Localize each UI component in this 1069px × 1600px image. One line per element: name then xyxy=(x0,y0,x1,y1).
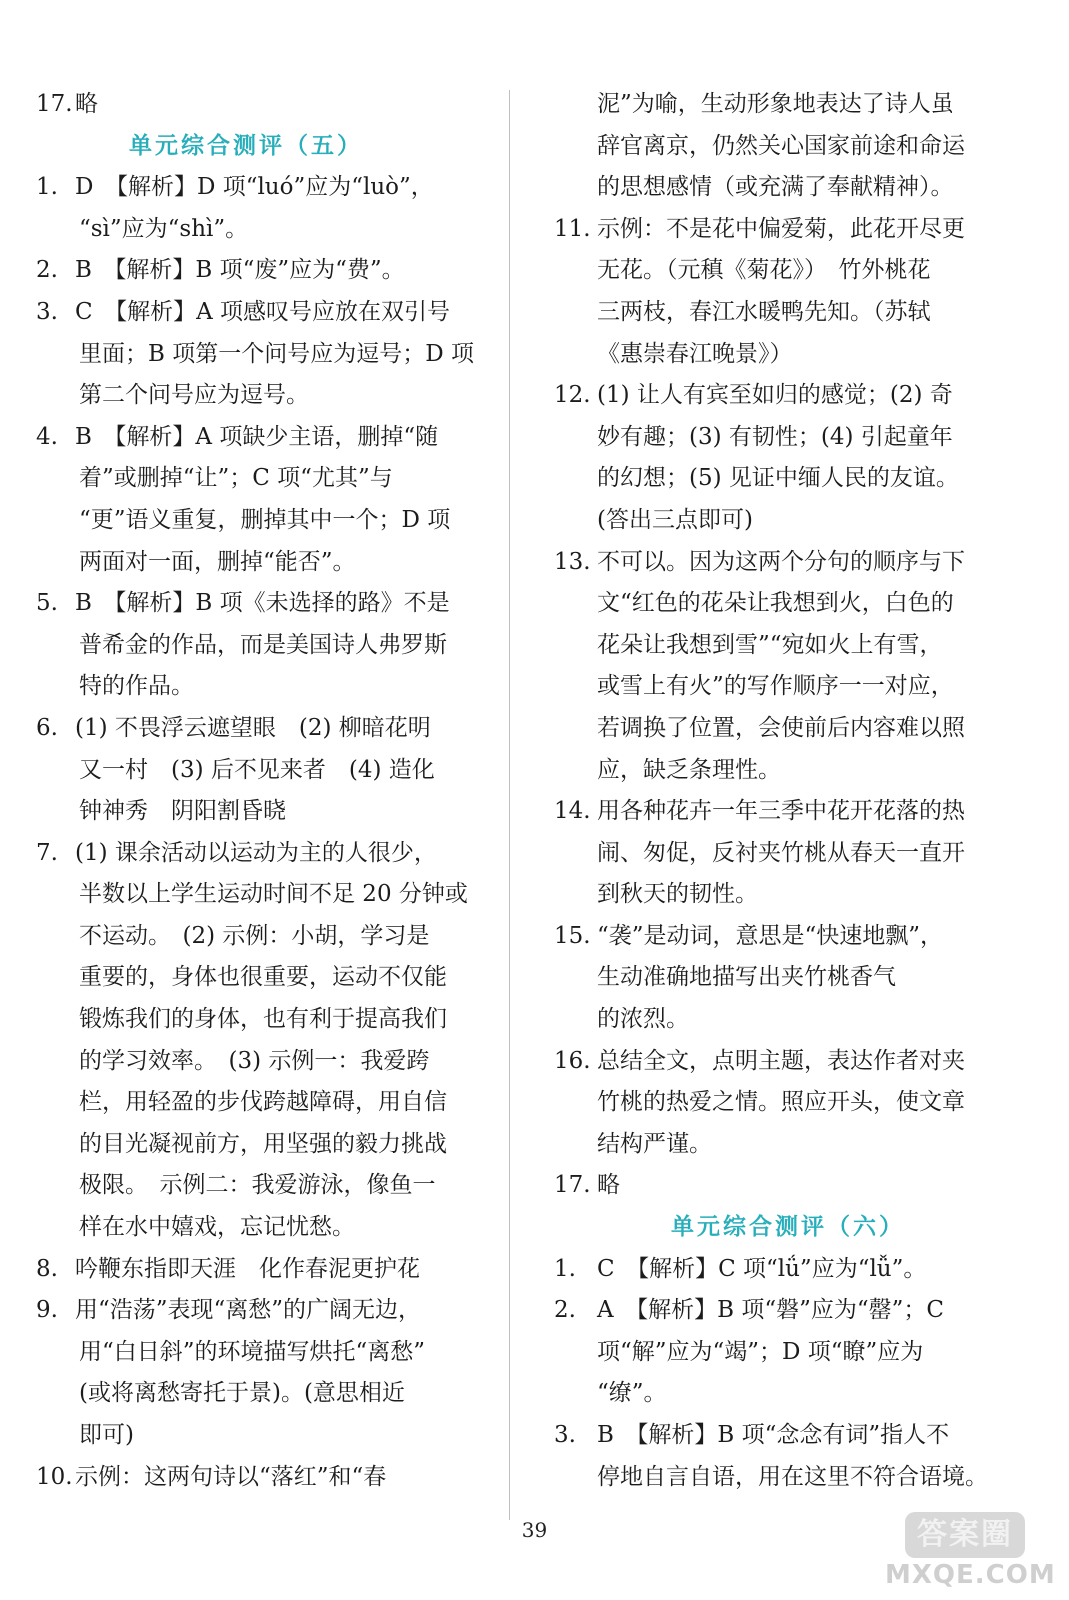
answer-number: 6. xyxy=(36,714,58,741)
answer-number: 17. xyxy=(36,91,73,117)
watermark-badge: 答案圈 xyxy=(905,1512,1025,1558)
answer-number: 15. xyxy=(554,922,591,949)
answer-item xyxy=(36,167,476,209)
answer-continuation: 结构严谨。 xyxy=(597,1130,712,1157)
answer-number: 8. xyxy=(36,1255,58,1282)
answer-continuation: 特的作品。 xyxy=(79,673,194,700)
answer-continuation: 辞官离京，仍然关心国家前途和命运 xyxy=(597,132,965,159)
answer-continuation: 停地自言自语，用在这里不符合语境。 xyxy=(597,1463,988,1490)
page-number: 39 xyxy=(521,1518,548,1542)
answer-number: 1. xyxy=(36,174,58,201)
answer-text: 不可以。因为这两个分句的顺序与下 xyxy=(597,548,965,575)
answer-text: B 【解析】B 项“念念有词”指人不 xyxy=(597,1422,950,1448)
answer-item xyxy=(554,542,992,584)
answer-continuation: 的学习效率。 (3) 示例一：我爱跨 xyxy=(79,1047,430,1074)
answer-continuation: 三两枝，春江水暖鸭先知。（苏轼 xyxy=(597,298,931,325)
answer-continuation: 重要的，身体也很重要，运动不仅能 xyxy=(79,964,447,991)
answer-continuation: 极限。 示例二：我爱游泳，像鱼一 xyxy=(79,1172,436,1199)
answer-text: 用各种花卉一年三季中花开花落的热 xyxy=(597,798,965,825)
answer-item xyxy=(36,1249,476,1291)
section-heading: 单元综合测评（五） xyxy=(129,132,363,159)
answer-item xyxy=(554,1249,992,1291)
answer-number: 14. xyxy=(554,798,591,825)
answer-number: 11. xyxy=(554,215,591,242)
answer-continuation: 的浓烈。 xyxy=(597,1006,689,1033)
answer-number: 3. xyxy=(36,298,58,325)
column-divider xyxy=(509,90,510,1520)
answer-text: B 【解析】A 项缺少主语，删掉“随 xyxy=(75,423,439,450)
answer-number: 16. xyxy=(554,1047,591,1074)
answer-continuation: 普希金的作品，而是美国诗人弗罗斯 xyxy=(79,631,447,658)
answer-item xyxy=(36,583,476,625)
answer-text: 用“浩荡”表现“离愁”的广阔无边， xyxy=(75,1297,422,1324)
answer-text: 示例：不是花中偏爱菊，此花开尽更 xyxy=(597,215,965,242)
answer-number: 7. xyxy=(36,839,58,866)
answer-continuation: 或雪上有火”的写作顺序一一对应， xyxy=(597,673,954,700)
answer-continuation: 花朵让我想到雪”“宛如火上有雪， xyxy=(597,631,943,658)
answer-item xyxy=(554,791,992,833)
answer-continuation: 文“红色的花朵让我想到火，白色的 xyxy=(597,590,954,617)
watermark-logo xyxy=(885,1512,1056,1594)
answer-item xyxy=(554,209,992,251)
answer-continuation: 竹桃的热爱之情。照应开头，使文章 xyxy=(597,1089,965,1116)
answer-text: 总结全文，点明主题，表达作者对夹 xyxy=(597,1047,965,1074)
answer-continuation: 项“解”应为“竭”；D 项“瞭”应为 xyxy=(597,1338,924,1365)
answer-text: D 【解析】D 项“luó”应为“luò”， xyxy=(75,174,434,201)
answer-continuation: 半数以上学生运动时间不足 20 分钟或 xyxy=(79,881,468,908)
section-heading: 单元综合测评（六） xyxy=(671,1214,905,1241)
answer-continuation: 即可) xyxy=(79,1422,134,1448)
watermark-url: MXQE.COM xyxy=(885,1560,1056,1590)
answer-number: 9. xyxy=(36,1297,58,1324)
answer-item xyxy=(36,1457,476,1499)
answer-continuation: 样在水中嬉戏，忘记忧愁。 xyxy=(79,1214,355,1241)
answer-continuation: 钟神秀 阴阳割昏晓 xyxy=(79,798,286,825)
answer-continuation: 的幻想；(5) 见证中缅人民的友谊。 xyxy=(597,465,959,492)
answer-continuation: 着”或删掉“让”；C 项“尤其”与 xyxy=(79,465,393,492)
answer-continuation: 里面；B 项第一个问号应为逗号；D 项 xyxy=(79,340,474,367)
answer-number: 17. xyxy=(554,1172,591,1199)
answer-item xyxy=(554,916,992,958)
answer-item xyxy=(554,1165,992,1207)
answer-item xyxy=(554,1415,992,1457)
answer-continuation: 的思想感情（或充满了奉献精神）。 xyxy=(597,174,954,201)
answer-item xyxy=(36,84,476,126)
answer-text: (1) 课余活动以运动为主的人很少， xyxy=(75,839,437,866)
answer-continuation: 闹、匆促，反衬夹竹桃从春天一直开 xyxy=(597,839,965,866)
answer-text: C 【解析】A 项感叹号应放在双引号 xyxy=(75,298,451,325)
answer-continuation: 用“白日斜”的环境描写烘托“离愁” xyxy=(79,1338,426,1365)
answer-continuation: 生动准确地描写出夹竹桃香气 xyxy=(597,964,896,991)
answer-continuation: 到秋天的韧性。 xyxy=(597,881,758,908)
answer-number: 4. xyxy=(36,423,58,450)
answer-continuation: “缭”。 xyxy=(597,1380,667,1407)
answer-continuation: 妙有趣；(3) 有韧性；(4) 引起童年 xyxy=(597,423,953,450)
answer-continuation: “sì”应为“shì”。 xyxy=(79,215,249,242)
answer-continuation: (答出三点即可) xyxy=(597,506,753,533)
answer-item xyxy=(36,708,476,750)
answer-number: 12. xyxy=(554,382,591,409)
answer-item xyxy=(36,417,476,459)
answer-number: 10. xyxy=(36,1463,73,1490)
answer-text: B 【解析】B 项“废”应为“费”。 xyxy=(75,257,405,284)
answer-item xyxy=(36,250,476,292)
answer-continuation: 第二个问号应为逗号。 xyxy=(79,382,309,409)
answer-continuation: (或将离愁寄托于景)。(意思相近 xyxy=(79,1380,405,1407)
answer-item xyxy=(36,1290,476,1332)
answer-continuation: 锻炼我们的身体，也有利于提高我们 xyxy=(79,1006,447,1033)
answer-continuation: 无花。（元稹《菊花》） 竹外桃花 xyxy=(597,257,931,284)
answer-continuation: 两面对一面，删掉“能否”。 xyxy=(79,548,356,575)
answer-continuation: 又一村 (3) 后不见来者 (4) 造化 xyxy=(79,756,435,783)
right-column xyxy=(554,84,992,1498)
answer-text: 略 xyxy=(597,1172,620,1199)
answer-item xyxy=(554,375,992,417)
answer-continuation: 泥”为喻，生动形象地表达了诗人虽 xyxy=(597,91,954,117)
answer-text: (1) 让人有宾至如归的感觉；(2) 奇 xyxy=(597,382,953,409)
left-column xyxy=(36,84,476,1498)
answer-text: “袭”是动词，意思是“快速地飘”， xyxy=(597,922,944,949)
answer-continuation: “更”语义重复，删掉其中一个；D 项 xyxy=(79,506,451,533)
answer-number: 3. xyxy=(554,1422,576,1448)
answer-number: 2. xyxy=(36,257,58,284)
answer-continuation: 不运动。 (2) 示例：小胡，学习是 xyxy=(79,922,430,949)
answer-number: 5. xyxy=(36,590,58,617)
answer-text: 示例：这两句诗以“落红”和“春 xyxy=(75,1463,387,1490)
answer-number: 13. xyxy=(554,548,591,575)
answer-item xyxy=(554,1041,992,1083)
answer-continuation: 应，缺乏条理性。 xyxy=(597,756,781,783)
answer-continuation: 若调换了位置，会使前后内容难以照 xyxy=(597,714,965,741)
answer-text: A 【解析】B 项“磐”应为“罄”；C xyxy=(597,1297,944,1324)
answer-continuation: 《惠崇春江晚景》） xyxy=(597,340,793,367)
answer-number: 1. xyxy=(554,1255,576,1282)
answer-item xyxy=(554,1290,992,1332)
answer-text: 略 xyxy=(75,91,98,117)
answer-item xyxy=(36,292,476,334)
answer-text: B 【解析】B 项《未选择的路》不是 xyxy=(75,590,450,617)
answer-text: 吟鞭东指即天涯 化作春泥更护花 xyxy=(75,1255,420,1282)
answer-text: (1) 不畏浮云遮望眼 (2) 柳暗花明 xyxy=(75,714,431,741)
answer-continuation: 栏，用轻盈的步伐跨越障碍，用自信 xyxy=(79,1089,447,1116)
answer-item xyxy=(36,833,476,875)
answer-continuation: 的目光凝视前方，用坚强的毅力挑战 xyxy=(79,1130,447,1157)
answer-text: C 【解析】C 项“lǘ”应为“lǚ”。 xyxy=(597,1255,927,1282)
answer-number: 2. xyxy=(554,1297,576,1324)
